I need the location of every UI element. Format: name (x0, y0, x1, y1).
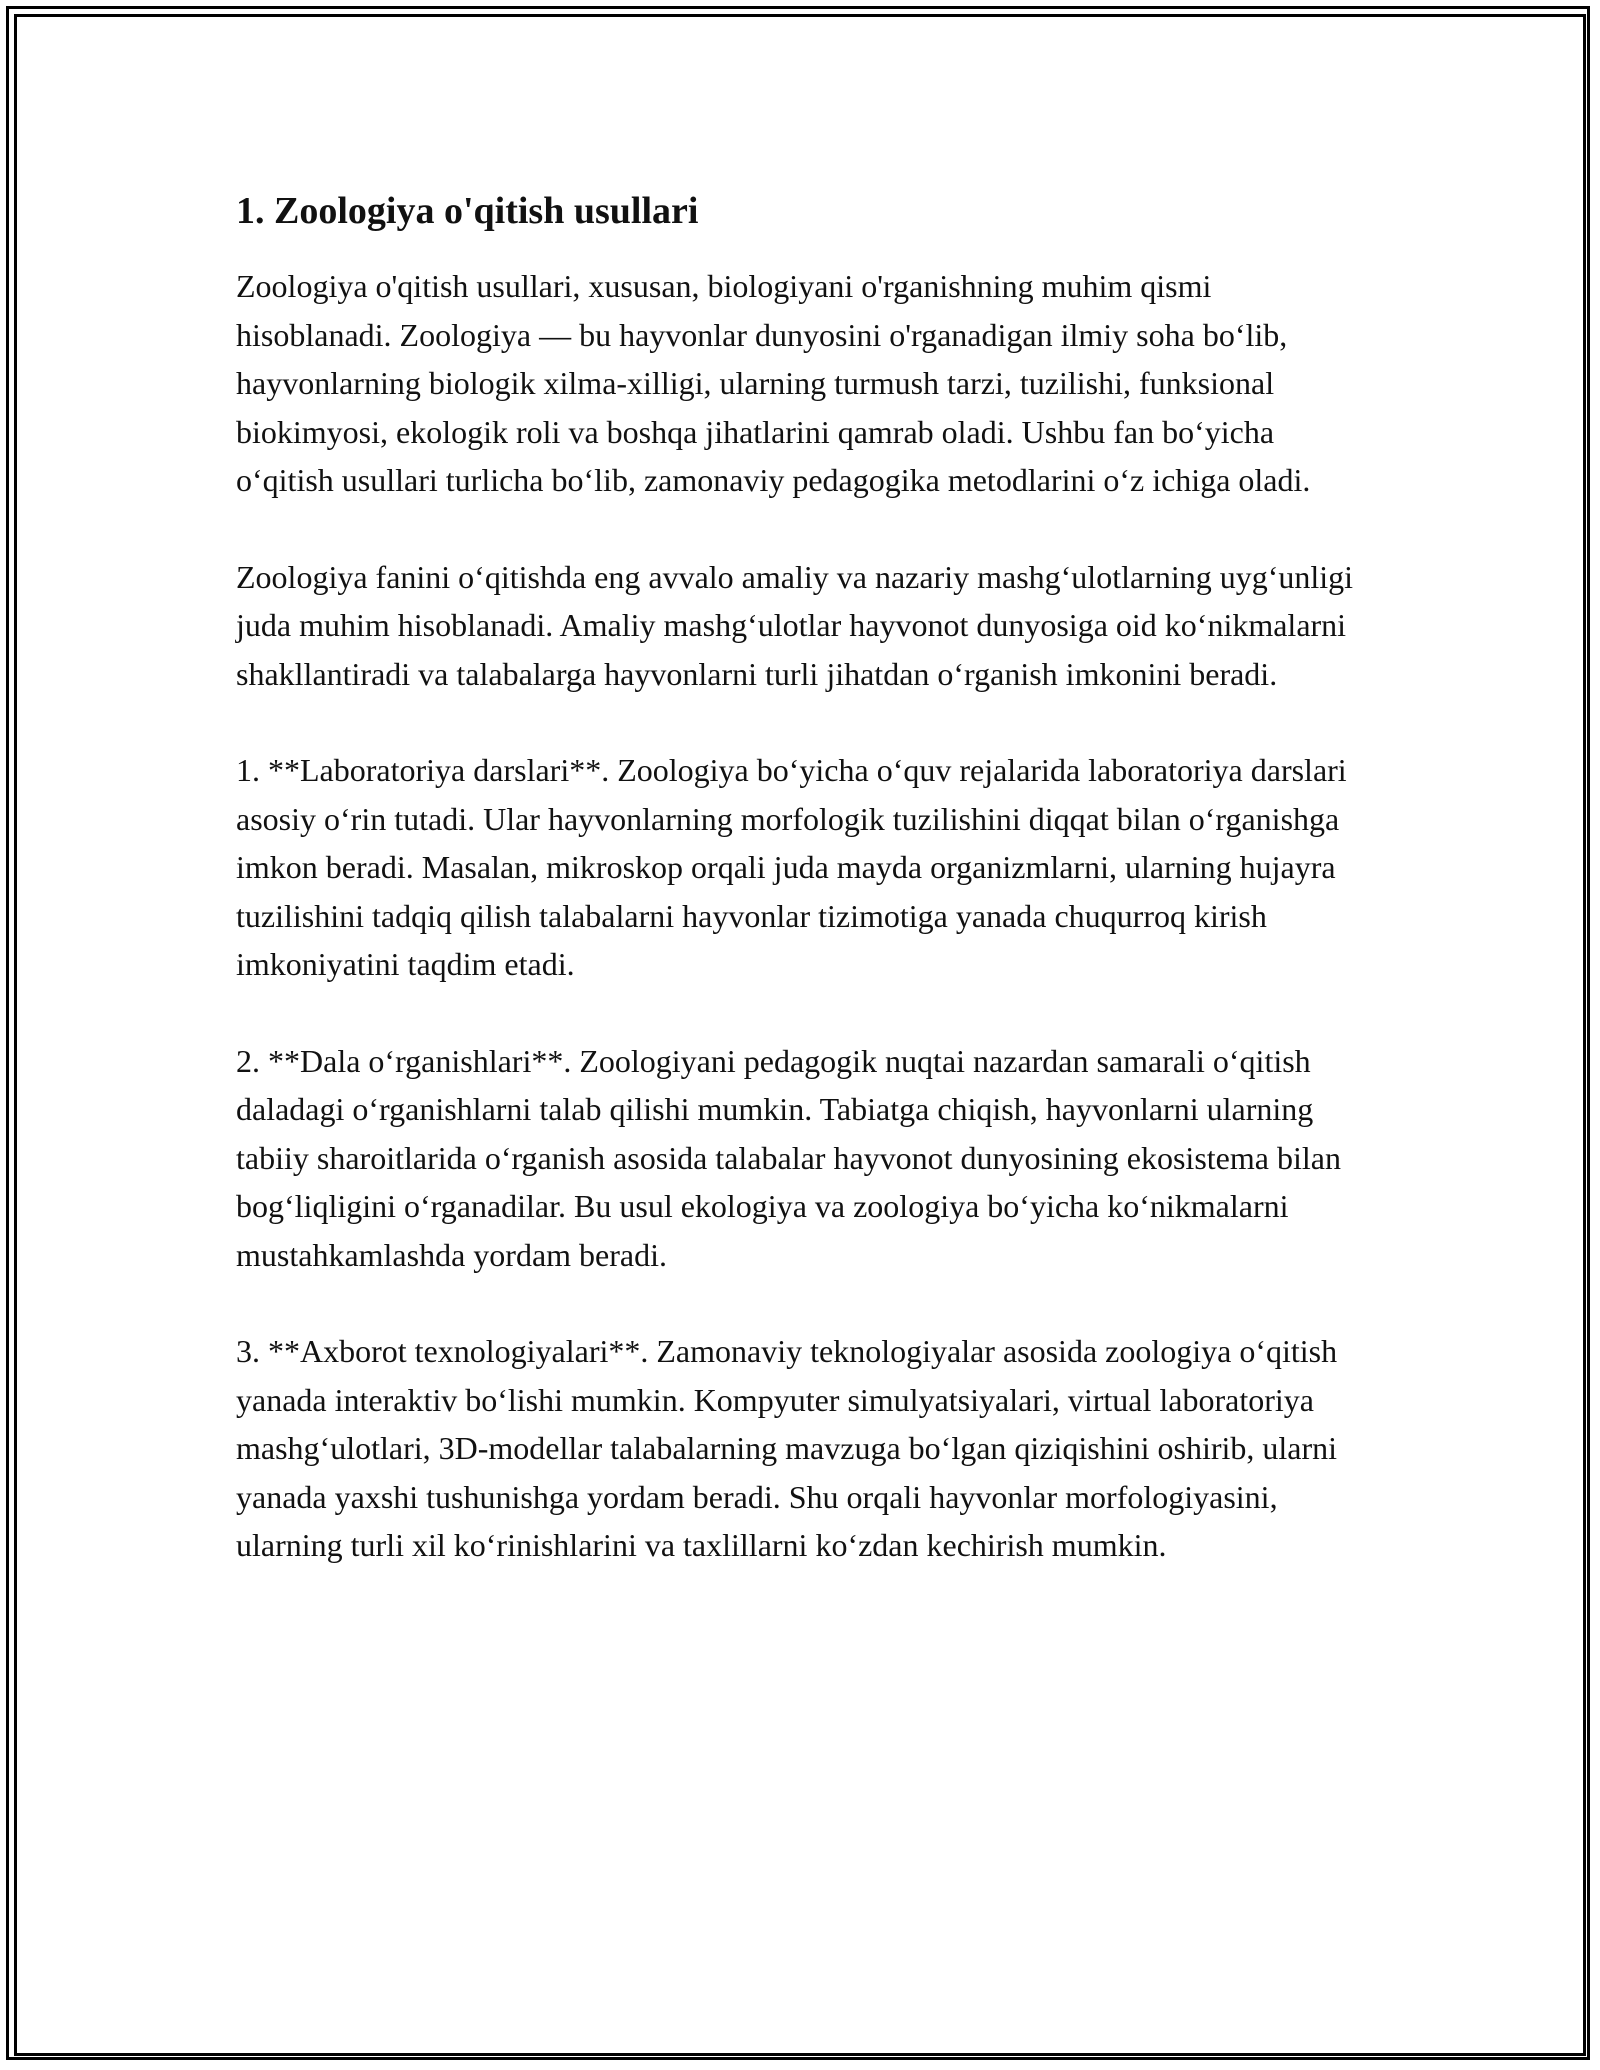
paragraph-laboratory: 1. **Laboratoriya darslari**. Zoologiya boʻyicha oʻquv rejalarida laboratoriya darslari asosiy oʻrin tutadi. Ular hayvonlarning morfologik tuzilishini diqqat bilan oʻrganishga imkon beradi. Masalan, mikroskop orqali juda mayda organizmlarni, ularning hujayra tuzilishini tadqiq qilish talabalarni hayvonlar tizimotiga yanada chuqurroq kirish imkoniyatini taqdim etadi. (236, 752, 1347, 982)
paragraph-field-study: 2. **Dala oʻrganishlari**. Zoologiyani pedagogik nuqtai nazardan samarali oʻqitish daladagi oʻrganishlarni talab qilishi mumkin. Tabiatga chiqish, hayvonlarni ularning tabiiy sharoitlarida oʻrganish asosida talabalar hayvonot dunyosining ekosistema bilan bogʻliqligini oʻrganadilar. Bu usul ekologiya va zoologiya boʻyicha koʻnikmalarni mustahkamlashda yordam beradi. (236, 1042, 1341, 1273)
section-heading: 1. Zoologiya o'qitish usullari (236, 190, 699, 232)
paragraph-practical-theory: Zoologiya fanini oʻqitishda eng avvalo amaliy va nazariy mashgʻulotlarning uygʻunligi juda muhim hisoblanadi. Amaliy mashgʻulotlar hayvonot dunyosiga oid koʻnikmalarni shakllantiradi va talabalarga hayvonlarni turli jihatdan oʻrganish imkonini beradi. (236, 558, 1354, 692)
paragraph-intro: Zoologiya o'qitish usullari, xususan, biologiyani o'rganishning muhim qismi hisoblanadi. Zoologiya — bu hayvonlar dunyosini o'rganadigan ilmiy soha boʻlib, hayvonlarning biologik xilma-xilligi, ularning turmush tarzi, tuzilishi, funksional biokimyosi, ekologik roli va boshqa jihatlarini qamrab oladi. Ushbu fan boʻyicha oʻqitish usullari turlicha boʻlib, zamonaviy pedagogika metodlarini oʻz ichiga oladi. (236, 268, 1311, 498)
paragraph-information-technology: 3. **Axborot texnologiyalari**. Zamonaviy teknologiyalar asosida zoologiya oʻqitish yanada interaktiv boʻlishi mumkin. Kompyuter simulyatsiyalari, virtual laboratoriya mashgʻulotlari, 3D-modellar talabalarning mavzuga boʻlgan qiziqishini oshirib, ularni yanada yaxshi tushunishga yordam beradi. Shu orqali hayvonlar morfologiyasini, ularning turli xil koʻrinishlarini va taxlillarni koʻzdan kechirish mumkin. (236, 1333, 1338, 1563)
document-body (236, 186, 1366, 1618)
